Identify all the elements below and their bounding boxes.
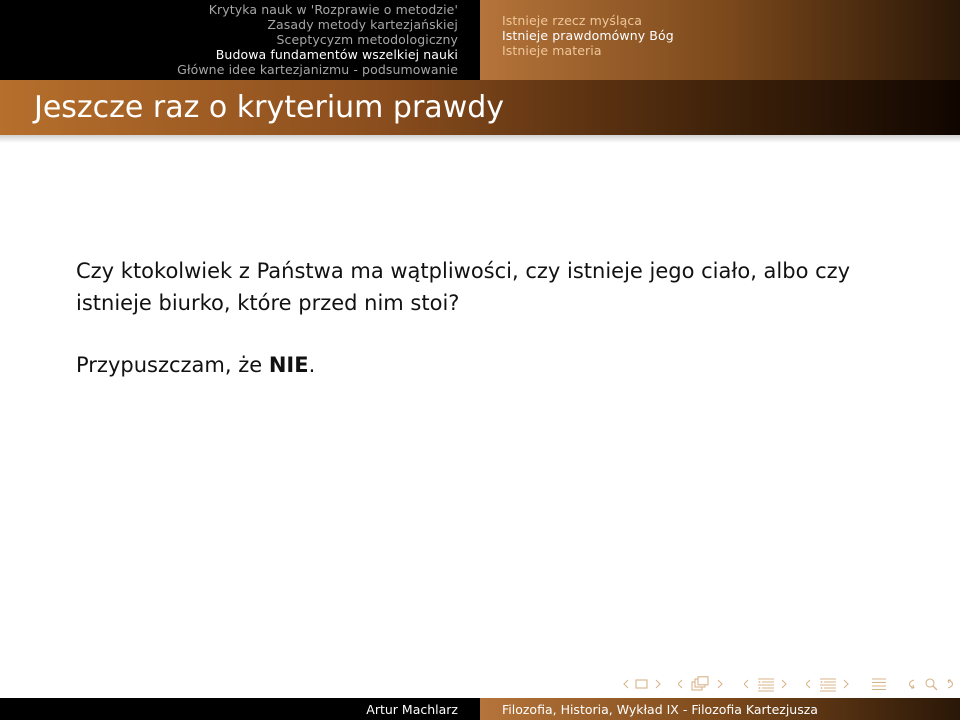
frame-nav-icon[interactable]: [678, 676, 730, 692]
navigation-symbols: [622, 676, 960, 692]
footer: [0, 698, 960, 720]
question-paragraph: Czy ktokolwiek z Państwa ma wątpliwości, czy istnieje jego ciało, albo czy istnieje biurko, które przed nim stoi?: [76, 259, 851, 315]
footer-author-box: [0, 698, 480, 720]
slide-nav-icon[interactable]: [622, 676, 662, 692]
footer-author: Artur Machlarz: [366, 701, 458, 717]
nav-section-1[interactable]: Krytyka nauk w 'Rozprawie o metodzie': [208, 2, 458, 17]
nav-subsection-2-active[interactable]: Istnieje prawdomówny Bóg: [502, 28, 674, 43]
nav-section-3[interactable]: Sceptycyzm metodologiczny: [276, 32, 458, 47]
frame-body: [76, 255, 896, 381]
search-icon[interactable]: [908, 676, 960, 692]
title-shadow: [0, 135, 960, 143]
subsection-navigation: [480, 0, 960, 80]
footer-title-box: [480, 698, 960, 720]
nav-section-5[interactable]: Główne idee kartezjanizmu - podsumowanie: [177, 62, 458, 77]
document-nav-icon[interactable]: [870, 676, 890, 692]
nav-subsection-3[interactable]: Istnieje materia: [502, 43, 602, 58]
footer-course: Filozofia, Historia, Wykład IX - Filozofia Kartezjusza: [502, 701, 818, 717]
section-navigation: [0, 0, 480, 80]
frame-title-bar: [0, 80, 960, 135]
answer-paragraph: [76, 349, 896, 381]
answer-emphasis: NIE: [268, 353, 309, 377]
section-nav-icon[interactable]: [806, 676, 854, 692]
nav-section-4-active[interactable]: Budowa fundamentów wszelkiej nauki: [215, 47, 458, 62]
nav-subsection-1[interactable]: Istnieje rzecz myśląca: [502, 13, 643, 28]
frame-title: Jeszcze raz o kryterium prawdy: [34, 90, 505, 125]
nav-section-2[interactable]: Zasady metody kartezjańskiej: [267, 17, 458, 32]
answer-suffix: .: [308, 353, 316, 377]
navigation-header: [0, 0, 960, 80]
answer-prefix: Przypuszczam, że: [76, 353, 269, 377]
subsection-nav-icon[interactable]: [744, 676, 792, 692]
